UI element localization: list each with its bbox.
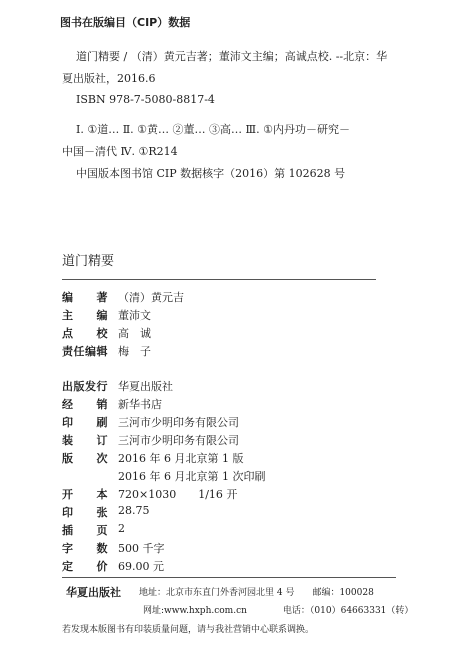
publish-value: 新华书店 [118, 398, 162, 411]
title-rule [62, 279, 376, 280]
book-title: 道门精要 [62, 254, 115, 269]
publish-label: 开 本 [62, 488, 108, 501]
footer-address: 地址：北京市东直门外香河园北里 4 号 邮编：100028 [139, 588, 374, 598]
publish-value: 28.75 [118, 504, 150, 517]
cip-classification-line1: Ⅰ. ①道… Ⅱ. ①黄… ②董… ③高… Ⅲ. ①内丹功－研究－ [76, 123, 350, 136]
publish-value: 2016 年 6 月北京第 1 版 [118, 452, 244, 465]
publish-label: 版 次 [62, 452, 108, 465]
cip-heading: 图书在版编目（CIP）数据 [60, 16, 191, 29]
publish-value: 华夏出版社 [118, 380, 173, 393]
publish-label: 印 张 [62, 506, 108, 519]
credit-value: 董沛文 [118, 309, 151, 322]
publish-value: 三河市少明印务有限公司 [118, 434, 239, 447]
publish-label: 定 价 [62, 560, 108, 573]
publish-label: 出版发行 [62, 380, 108, 393]
publish-value: 三河市少明印务有限公司 [118, 416, 239, 429]
publish-value: 2016 年 6 月北京第 1 次印刷 [118, 470, 266, 483]
credit-value: 高 诚 [118, 327, 151, 340]
publish-value: 2 [118, 522, 125, 535]
publish-label: 经 销 [62, 398, 108, 411]
publish-label: 插 页 [62, 524, 108, 537]
footer-rule [62, 577, 396, 578]
cip-description-line1: 道门精要 / （清）黄元吉著；董沛文主编；高诚点校. --北京：华 [76, 50, 388, 63]
publish-value: 500 千字 [118, 542, 165, 555]
credit-label: 责任编辑 [62, 345, 108, 358]
credit-label: 点 校 [62, 327, 108, 340]
credit-value: 梅 子 [118, 345, 151, 358]
credit-label: 编 著 [62, 291, 108, 304]
footer-notice: 若发现本版图书有印装质量问题，请与我社营销中心联系调换。 [62, 625, 315, 635]
cip-description-line2: 夏出版社，2016.6 [62, 72, 156, 85]
cip-classification-line2: 中国－清代 Ⅳ. ①R214 [62, 145, 178, 158]
credit-label: 主 编 [62, 309, 108, 322]
publish-label: 印 刷 [62, 416, 108, 429]
publish-label: 字 数 [62, 542, 108, 555]
footer-publisher: 华夏出版社 [66, 586, 121, 599]
cip-isbn: ISBN 978-7-5080-8817-4 [76, 93, 215, 106]
cip-core-number: 中国版本图书馆 CIP 数据核字（2016）第 102628 号 [76, 167, 346, 180]
credit-value: （清）黄元吉 [118, 291, 184, 304]
publish-value: 69.00 元 [118, 560, 164, 573]
publish-label: 装 订 [62, 434, 108, 447]
publish-value: 720×1030 1/16 开 [118, 488, 238, 501]
footer-web-phone: 网址:www.hxph.com.cn 电话：（010）64663331（转） [143, 606, 414, 616]
